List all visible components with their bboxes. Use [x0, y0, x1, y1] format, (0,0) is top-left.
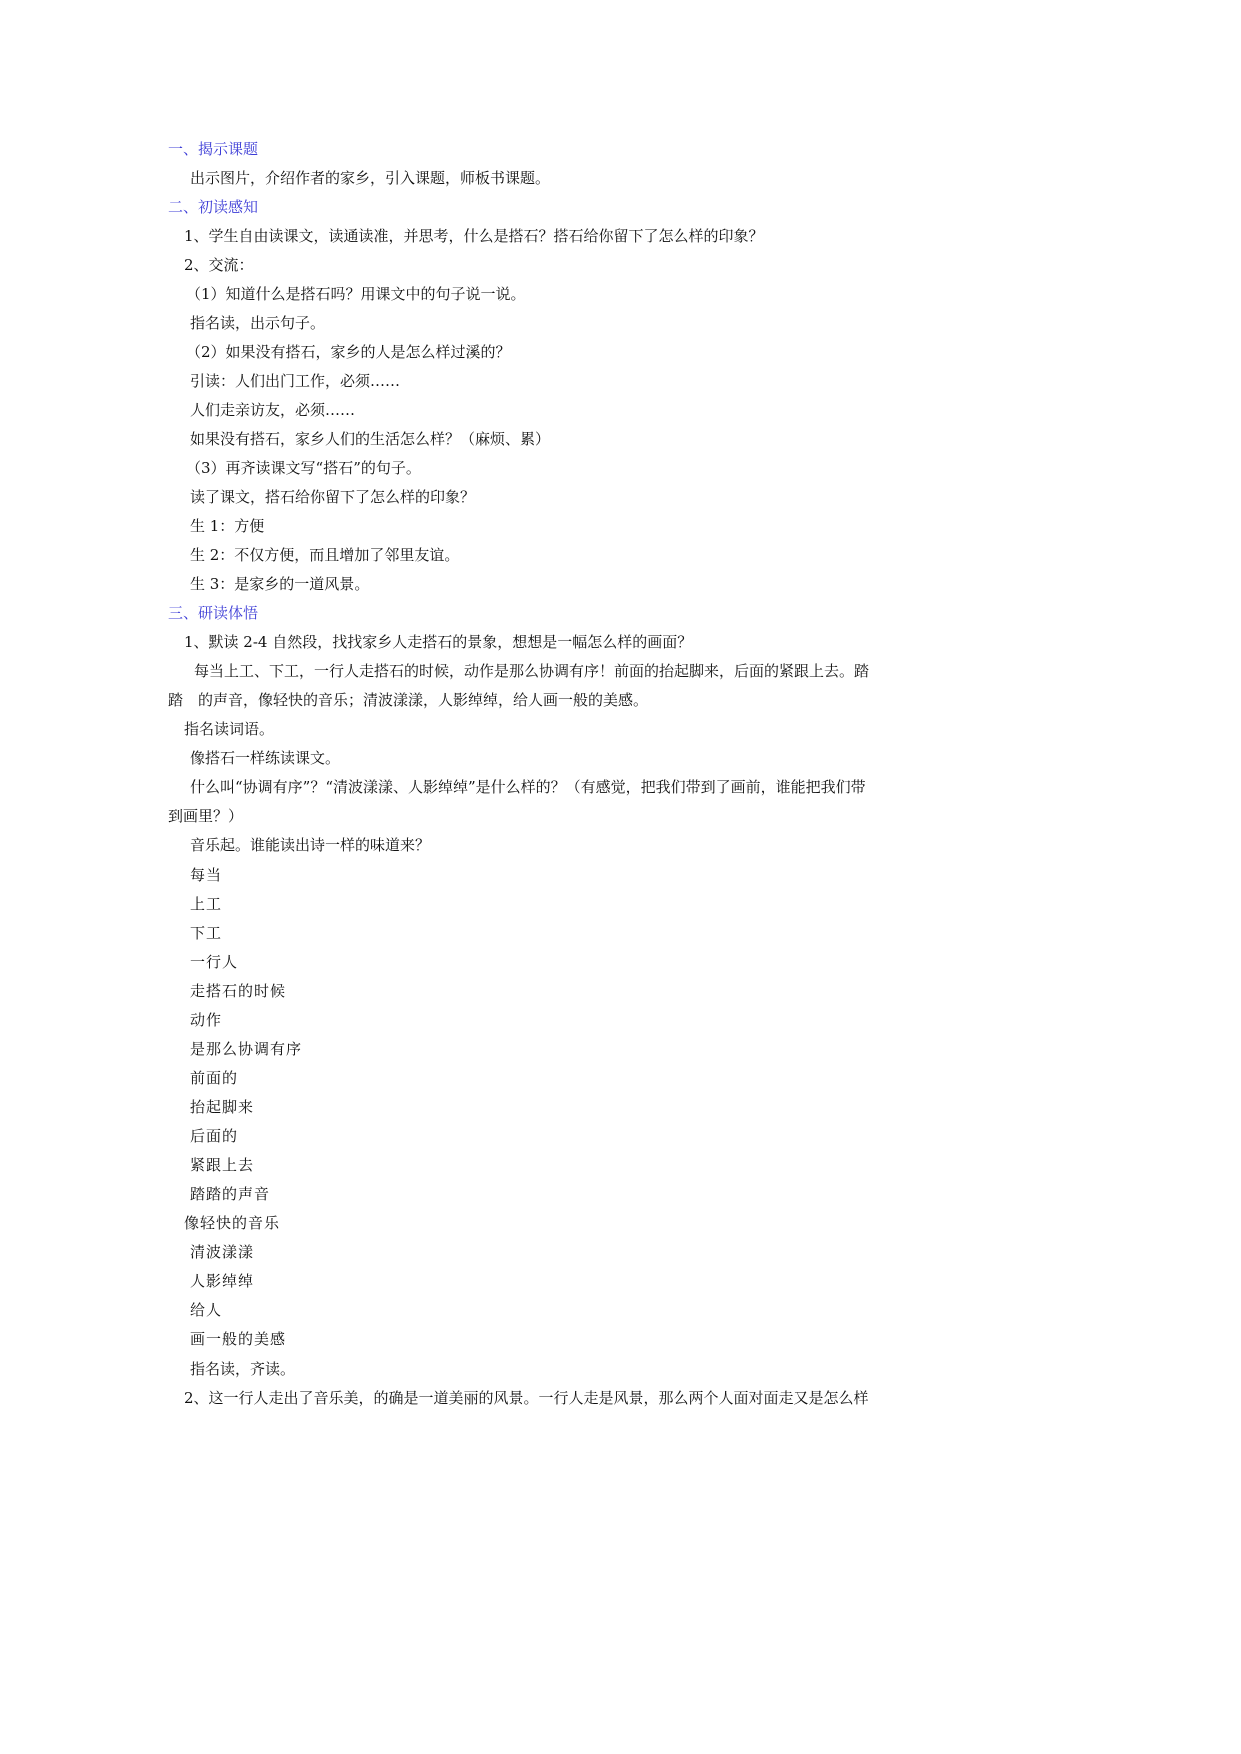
- paragraph-line: 音乐起。谁能读出诗一样的味道来？: [190, 836, 431, 854]
- poem-line: 每当: [190, 866, 223, 884]
- paragraph-line: 生 2：不仅方便，而且增加了邻里友谊。: [190, 546, 460, 564]
- paragraph-line: 到画里？）: [168, 807, 244, 825]
- paragraph-line: 1、学生自由读课文，读通读准，并思考，什么是搭石？搭石给你留下了怎么样的印象？: [184, 227, 764, 245]
- paragraph-line: 1、默读 2-4 自然段，找找家乡人走搭石的景象，想想是一幅怎么样的画面？: [184, 633, 693, 651]
- paragraph-line: 生 1：方便: [190, 517, 265, 535]
- paragraph-line: 指名读，齐读。: [190, 1360, 296, 1378]
- poem-line: 下工: [190, 924, 223, 942]
- paragraph-line: 2、交流：: [184, 256, 254, 274]
- poem-line: 是那么协调有序: [190, 1040, 303, 1058]
- poem-line: 一行人: [190, 953, 239, 971]
- paragraph-line: 读了课文，搭石给你留下了怎么样的印象？: [190, 488, 476, 506]
- section-heading-3: 三、研读体悟: [168, 604, 259, 622]
- poem-line: 紧跟上去: [190, 1156, 255, 1174]
- paragraph-line: 指名读词语。: [184, 720, 275, 738]
- paragraph-line: （3）再齐读课文写“搭石”的句子。: [186, 459, 421, 477]
- paragraph-line: 每当上工、下工，一行人走搭石的时候，动作是那么协调有序！前面的抬起脚来，后面的紧跟上去。踏: [194, 662, 870, 680]
- poem-line: 走搭石的时候: [190, 982, 287, 1000]
- paragraph-line: （2）如果没有搭石，家乡的人是怎么样过溪的？: [186, 343, 511, 361]
- paragraph-line: 如果没有搭石，家乡人们的生活怎么样？（麻烦、累）: [190, 430, 551, 448]
- poem-line: 给人: [190, 1301, 223, 1319]
- poem-line: 清波漾漾: [190, 1243, 255, 1261]
- poem-line: 人影绰绰: [190, 1272, 255, 1290]
- poem-line: 画一般的美感: [190, 1330, 287, 1348]
- paragraph-line: 生 3：是家乡的一道风景。: [190, 575, 370, 593]
- poem-line: 抬起脚来: [190, 1098, 255, 1116]
- paragraph-line: 像搭石一样练读课文。: [190, 749, 341, 767]
- poem-line: 像轻快的音乐: [184, 1214, 281, 1232]
- poem-line: 踏踏的声音: [190, 1185, 271, 1203]
- paragraph-line: 踏 的声音，像轻快的音乐；清波漾漾，人影绰绰，给人画一般的美感。: [168, 691, 649, 709]
- paragraph-line: 2、这一行人走出了音乐美，的确是一道美丽的风景。一行人走是风景，那么两个人面对面走又是怎么样: [184, 1389, 869, 1407]
- paragraph-line: 什么叫“协调有序”？“清波漾漾、人影绰绰”是什么样的？（有感觉，把我们带到了画前，谁能把我们带: [190, 778, 866, 796]
- poem-line: 动作: [190, 1011, 223, 1029]
- poem-line: 上工: [190, 895, 223, 913]
- paragraph-line: （1）知道什么是搭石吗？用课文中的句子说一说。: [186, 285, 526, 303]
- section-heading-2: 二、初读感知: [168, 198, 259, 216]
- poem-line: 前面的: [190, 1069, 239, 1087]
- paragraph-line: 人们走亲访友，必须……: [190, 401, 356, 419]
- paragraph-line: 指名读，出示句子。: [190, 314, 326, 332]
- paragraph-line: 引读：人们出门工作，必须……: [190, 372, 401, 390]
- section-heading-1: 一、揭示课题: [168, 140, 259, 158]
- paragraph-line: 出示图片，介绍作者的家乡，引入课题，师板书课题。: [190, 169, 551, 187]
- poem-line: 后面的: [190, 1127, 239, 1145]
